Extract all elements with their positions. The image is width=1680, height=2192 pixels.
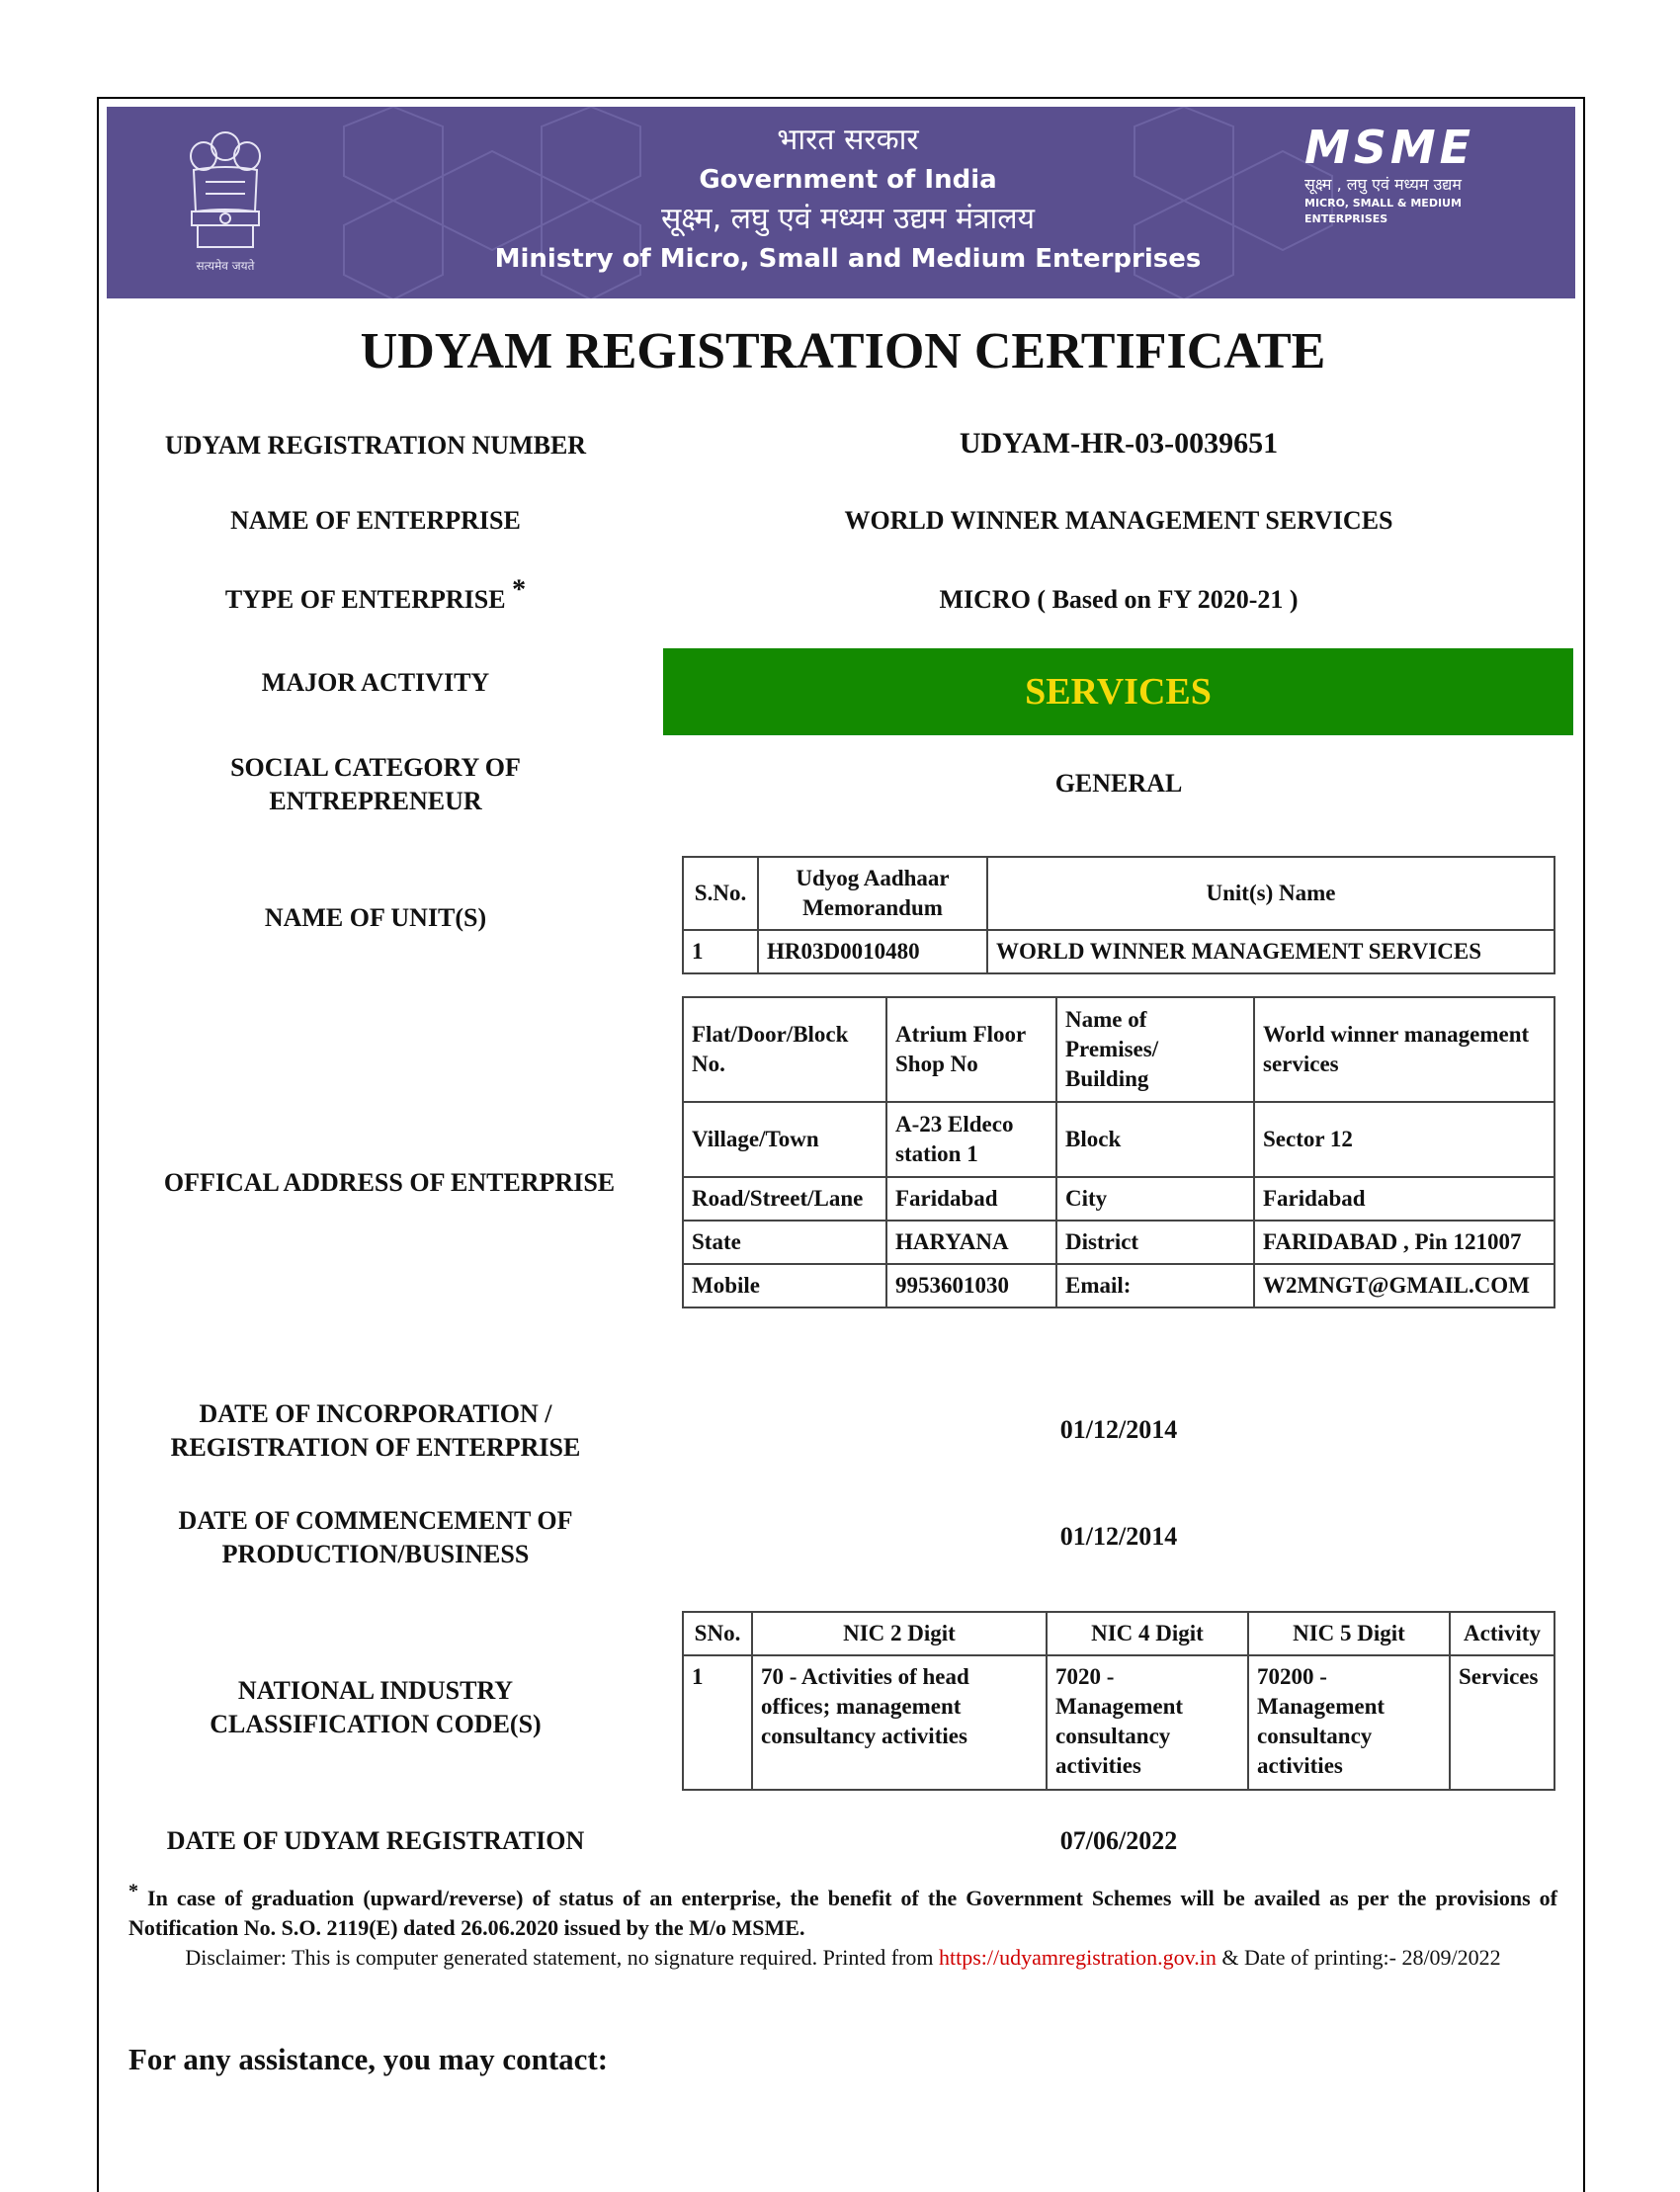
table-header-cell: Activity <box>1450 1612 1554 1655</box>
national-emblem-icon <box>176 125 275 258</box>
table-cell: Sector 12 <box>1254 1102 1554 1177</box>
table-header-cell: SNo. <box>683 1612 752 1655</box>
activity-label: MAJOR ACTIVITY <box>261 668 490 697</box>
nic-label <box>99 1674 652 1741</box>
table-cell: Village/Town <box>683 1102 886 1177</box>
type-label-text: TYPE OF ENTERPRISE <box>224 585 506 614</box>
table-header-cell: Unit(s) Name <box>987 857 1554 930</box>
table-cell: 7020 - Management consultancy activities <box>1047 1655 1248 1790</box>
table-row <box>683 1612 1554 1655</box>
table-cell: HARYANA <box>886 1221 1056 1264</box>
table-header-cell: S.No. <box>683 857 758 930</box>
social-label <box>99 751 652 818</box>
type-asterisk: * <box>512 574 527 606</box>
social-value: GENERAL <box>1054 769 1183 798</box>
table-row <box>683 1655 1554 1790</box>
commencement-label-line1: DATE OF COMMENCEMENT OF <box>178 1506 573 1535</box>
incorporation-date: 01/12/2014 <box>1059 1415 1178 1444</box>
table-cell: Road/Street/Lane <box>683 1177 886 1221</box>
table-cell: World winner management services <box>1254 997 1554 1102</box>
table-header-cell: NIC 4 Digit <box>1047 1612 1248 1655</box>
msme-hindi-text: सूक्ष्म , लघु एवं मध्यम उद्यम <box>1304 175 1462 194</box>
udyam-date: 07/06/2022 <box>1059 1826 1178 1855</box>
table-cell: State <box>683 1221 886 1264</box>
units-label: NAME OF UNIT(S) <box>264 903 487 932</box>
table-row <box>683 857 1554 930</box>
address-label: OFFICAL ADDRESS OF ENTERPRISE <box>163 1168 616 1197</box>
note-text: In case of graduation (upward/reverse) of status of an enterprise, the benefit of the Government Schemes will be availed as per the provisions of Notification No. S.O. 2119(E) dated 26.06.2020 issued by the M/o MSME. <box>128 1886 1557 1940</box>
units-table <box>682 856 1555 974</box>
table-row <box>683 1102 1554 1177</box>
commencement-label-line2: PRODUCTION/BUSINESS <box>221 1540 530 1568</box>
msme-logo-text: MSME <box>1304 121 1475 174</box>
disclaimer-date: & Date of printing:- 28/09/2022 <box>1216 1945 1501 1970</box>
table-cell: W2MNGT@GMAIL.COM <box>1254 1264 1554 1307</box>
incorporation-label-line1: DATE OF INCORPORATION / <box>199 1399 552 1428</box>
ministry-banner <box>107 107 1575 298</box>
table-row <box>683 1221 1554 1264</box>
table-cell: Email: <box>1056 1264 1254 1307</box>
reg-number-label: UDYAM REGISTRATION NUMBER <box>164 431 587 460</box>
table-cell: Faridabad <box>1254 1177 1554 1221</box>
table-cell: 9953601030 <box>886 1264 1056 1307</box>
table-cell: HR03D0010480 <box>758 930 987 973</box>
nic-table <box>682 1611 1555 1791</box>
udyam-date-label: DATE OF UDYAM REGISTRATION <box>166 1826 585 1855</box>
table-row <box>683 930 1554 973</box>
table-cell: Atrium Floor Shop No <box>886 997 1056 1102</box>
type-label <box>99 574 652 617</box>
disclaimer-text: Disclaimer: This is computer generated statement, no signature required. Printed from <box>185 1945 939 1970</box>
graduation-note <box>128 1880 1557 1943</box>
table-header-cell: NIC 5 Digit <box>1248 1612 1450 1655</box>
hindi-gov-text: भारत सरकार <box>777 123 919 157</box>
incorporation-label-line2: REGISTRATION OF ENTERPRISE <box>170 1433 581 1462</box>
reg-number-value: UDYAM-HR-03-0039651 <box>959 427 1279 460</box>
social-label-line2: ENTREPRENEUR <box>269 787 482 815</box>
commencement-date: 01/12/2014 <box>1059 1522 1178 1551</box>
table-cell: FARIDABAD , Pin 121007 <box>1254 1221 1554 1264</box>
table-cell: Mobile <box>683 1264 886 1307</box>
banner-text <box>403 121 1293 279</box>
enterprise-name-label: NAME OF ENTERPRISE <box>230 506 521 535</box>
table-cell: 1 <box>683 1655 752 1790</box>
ministry-text: Ministry of Micro, Small and Medium Enterprises <box>494 244 1202 274</box>
hindi-ministry-text: सूक्ष्म, लघु एवं मध्यम उद्यम मंत्रालय <box>661 202 1035 236</box>
table-cell: A-23 Eldeco station 1 <box>886 1102 1056 1177</box>
gov-india-text: Government of India <box>699 165 997 195</box>
certificate-title: UDYAM REGISTRATION CERTIFICATE <box>360 323 1326 379</box>
nic-label-line1: NATIONAL INDUSTRY <box>237 1676 514 1705</box>
table-row <box>683 1177 1554 1221</box>
disclaimer <box>128 1943 1557 1973</box>
table-cell: District <box>1056 1221 1254 1264</box>
table-cell: Block <box>1056 1102 1254 1177</box>
note-asterisk: * <box>128 1880 138 1902</box>
incorporation-label <box>99 1397 652 1465</box>
table-cell: City <box>1056 1177 1254 1221</box>
table-cell: Name of Premises/ Building <box>1056 997 1254 1102</box>
certificate-page <box>97 97 1585 2192</box>
table-row <box>683 997 1554 1102</box>
enterprise-name-value: WORLD WINNER MANAGEMENT SERVICES <box>844 506 1393 535</box>
table-cell: Services <box>1450 1655 1554 1790</box>
emblem-caption: सत्यमेव जयते <box>196 259 255 273</box>
nic-label-line2: CLASSIFICATION CODE(S) <box>210 1710 542 1738</box>
udyam-registration-link[interactable]: https://udyamregistration.gov.in <box>938 1945 1217 1970</box>
msme-english-text: MICRO, SMALL & MEDIUM ENTERPRISES <box>1304 197 1462 225</box>
table-header-cell: Udyog Aadhaar Memorandum <box>758 857 987 930</box>
msme-logo <box>1304 121 1532 227</box>
table-header-cell: NIC 2 Digit <box>752 1612 1047 1655</box>
assistance-heading: For any assistance, you may contact: <box>128 2042 609 2076</box>
table-cell: 70 - Activities of head offices; management consultancy activities <box>752 1655 1047 1790</box>
address-table <box>682 996 1555 1308</box>
activity-value: SERVICES <box>663 648 1573 735</box>
table-cell: 70200 - Management consultancy activities <box>1248 1655 1450 1790</box>
table-row <box>683 1264 1554 1307</box>
commencement-label <box>99 1504 652 1571</box>
table-cell: 1 <box>683 930 758 973</box>
table-cell: Flat/Door/Block No. <box>683 997 886 1102</box>
table-cell: Faridabad <box>886 1177 1056 1221</box>
table-cell: WORLD WINNER MANAGEMENT SERVICES <box>987 930 1554 973</box>
type-value: MICRO ( Based on FY 2020-21 ) <box>939 585 1299 614</box>
social-label-line1: SOCIAL CATEGORY OF <box>230 753 521 782</box>
